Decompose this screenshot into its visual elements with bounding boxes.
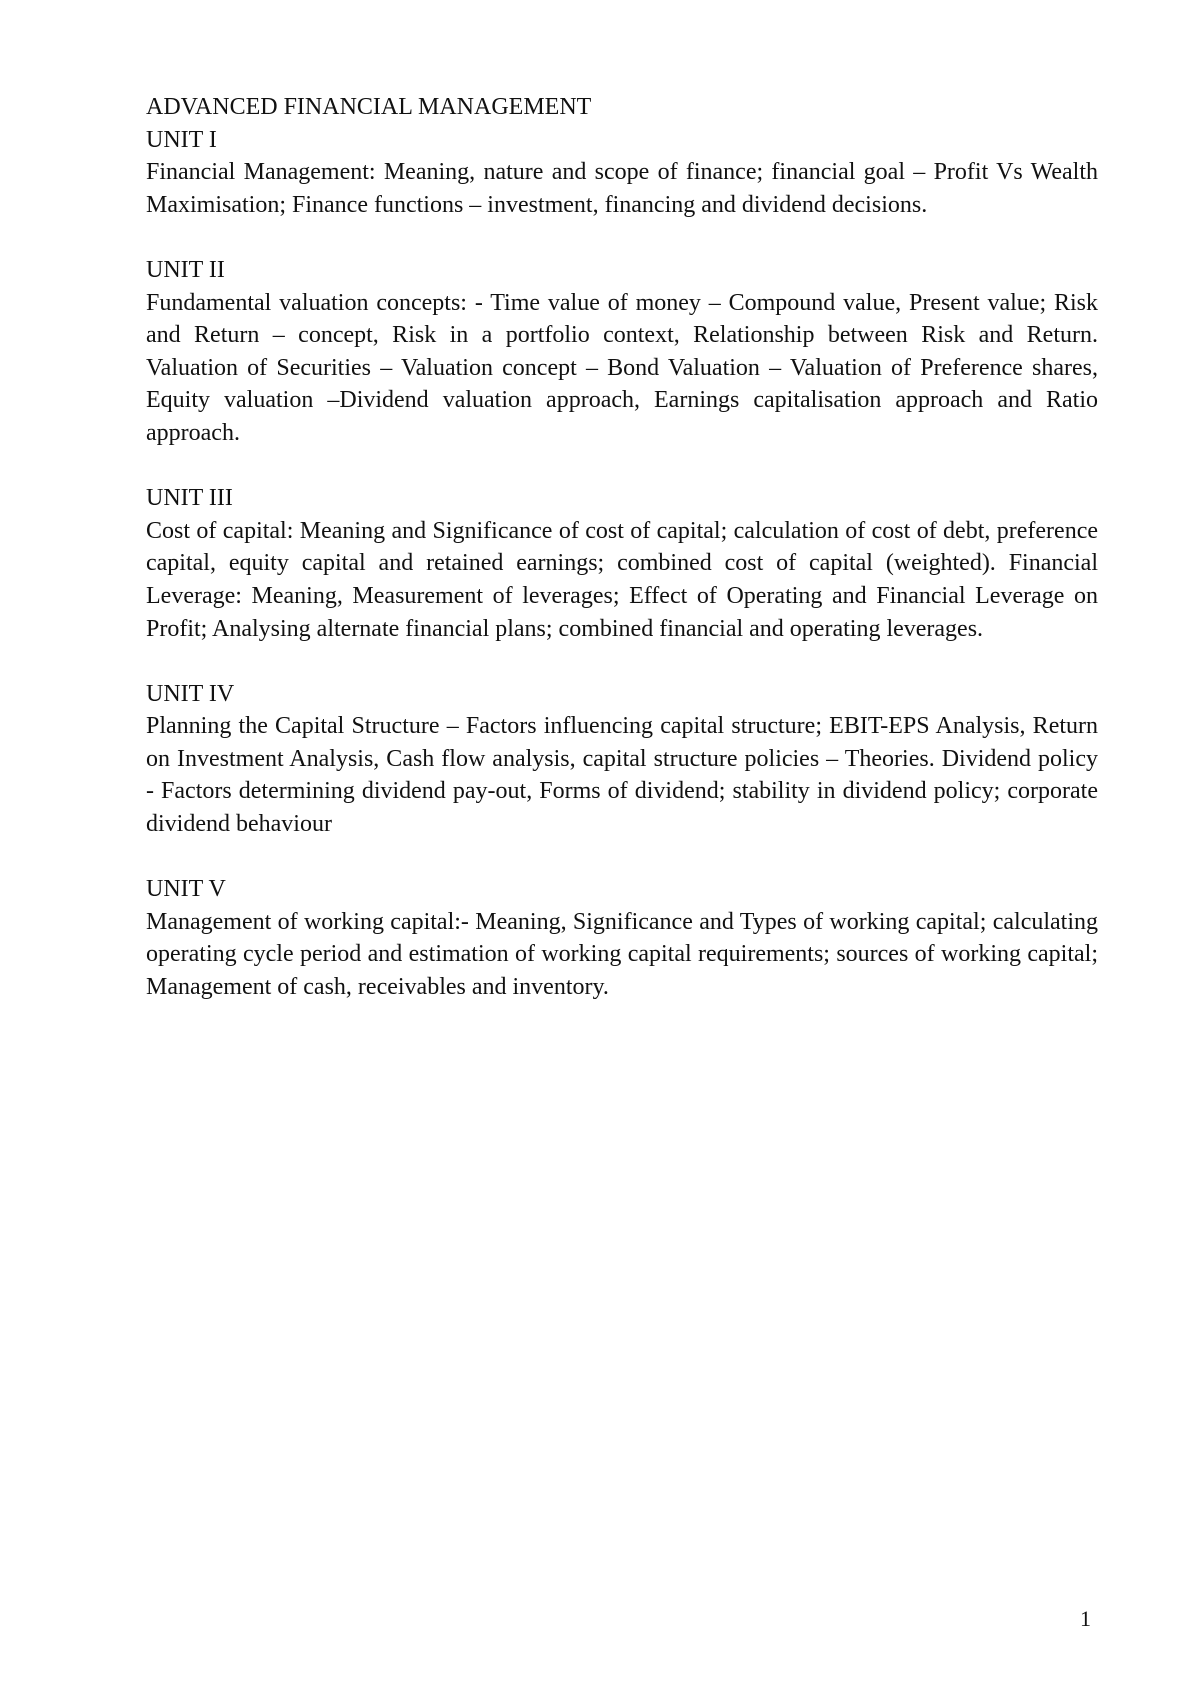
unit-4-body: Planning the Capital Structure – Factors influencing capital structure; EBIT-EPS Analysis, Return on Investment Analysis, Cash flow analysis, capital structure policies – Theories. Dividend policy - Factors determining dividend pay-out, Forms of dividend; stability in dividend policy; corporate dividend behaviour	[146, 713, 1098, 838]
document-content	[146, 91, 1098, 1036]
unit-4-heading: UNIT IV	[146, 680, 235, 707]
unit-2-section	[146, 254, 1098, 450]
unit-2-body: Fundamental valuation concepts: - Time value of money – Compound value, Present value; Risk and Return – concept, Risk in a portfolio context, Relationship between Risk and Return. Valuation of Securities – Valuation concept – Bond Valuation – Valuation of Preference shares, Equity valuation –Dividend valuation approach, Earnings capitalisation approach and Ratio approach.	[146, 289, 1098, 446]
document-title: ADVANCED FINANCIAL MANAGEMENT	[146, 94, 592, 120]
unit-3-body: Cost of capital: Meaning and Significance of cost of capital; calculation of cost of debt, preference capital, equity capital and retained earnings; combined cost of capital (weighted). Financial Leverage: Meaning, Measurement of leverages; Effect of Operating and Financial Leverage on Profit; Analysing alternate financial plans; combined financial and operating leverages.	[146, 517, 1098, 642]
unit-5-body: Management of working capital:- Meaning, Significance and Types of working capital; calculating operating cycle period and estimation of working capital requirements; sources of working capital; Management of cash, receivables and inventory.	[146, 908, 1098, 1001]
unit-5-heading: UNIT V	[146, 876, 226, 903]
unit-1-body: Financial Management: Meaning, nature and scope of finance; financial goal – Profit Vs Wealth Maximisation; Finance functions – investment, financing and dividend decisions.	[146, 159, 1098, 218]
page-number: 1	[1080, 1606, 1091, 1631]
unit-1-heading: UNIT I	[146, 126, 217, 153]
unit-1-section	[146, 124, 1098, 222]
unit-2-heading: UNIT II	[146, 256, 225, 283]
unit-4-section	[146, 678, 1098, 841]
unit-3-section	[146, 482, 1098, 645]
unit-5-section	[146, 873, 1098, 1003]
unit-3-heading: UNIT III	[146, 485, 233, 512]
